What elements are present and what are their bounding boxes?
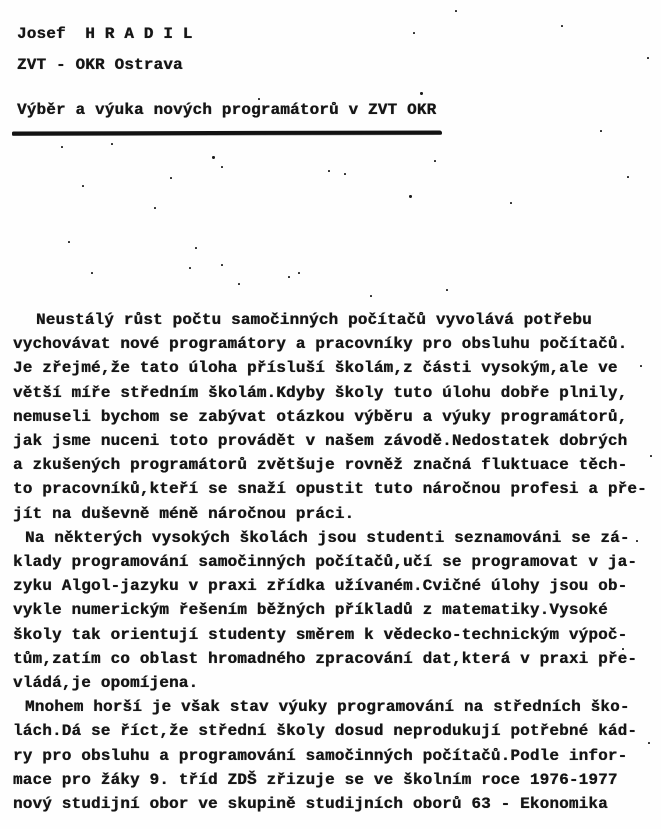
scan-speck [298, 272, 300, 274]
scan-speck [170, 177, 172, 179]
scan-speck [600, 130, 602, 132]
document-title: Výběr a výuka nových programátorů v ZVT OKR [17, 101, 437, 119]
text-line: Neustálý růst počtu samočinných počítačů vyvolává potřebu [36, 311, 592, 329]
scan-speck [288, 276, 290, 278]
paragraph-3 [13, 695, 661, 816]
scan-speck [627, 176, 629, 178]
text-line: zyku Algol-jazyku v praxi zřídka užívaném.Cvičné úlohy jsou ob- [13, 577, 628, 596]
scan-speck [561, 25, 563, 27]
scan-speck [648, 742, 650, 744]
text-line: nemuseli bychom se zabývat otázkou výběru a výuky programátorů, [13, 407, 628, 426]
scan-speck [68, 241, 70, 243]
scan-speck [328, 170, 330, 172]
scan-speck [154, 207, 156, 209]
scan-speck [640, 365, 642, 367]
text-line: školy tak orientují studenty směrem k vědecko-technickým výpoč- [13, 625, 628, 644]
scan-speck [636, 540, 638, 542]
paragraph-2 [13, 526, 661, 695]
scan-speck [370, 295, 372, 297]
affiliation-line: ZVT - OKR Ostrava [17, 56, 183, 74]
text-line: mace pro žáky 9. tříd ZDŠ zřizuje se ve školním roce 1976-1977 [13, 770, 618, 789]
scan-speck [434, 160, 436, 162]
text-line: vládá,je opomíjena. [13, 674, 199, 693]
scan-speck [189, 267, 191, 269]
text-line: větší míře středním školám.Kdyby školy tuto úlohu dobře plnily, [13, 383, 628, 402]
scan-speck [622, 648, 624, 650]
text-line: to pracovníků,kteří se snaží opustit tuto náročnou profesi a pře- [13, 480, 647, 499]
scan-speck [420, 92, 423, 95]
document-body [13, 308, 661, 816]
scan-speck [455, 10, 457, 12]
scan-speck [111, 143, 113, 145]
text-line: ry pro obsluhu a programování samočinných počítačů.Podle infor- [13, 746, 628, 765]
scan-speck [238, 283, 240, 285]
scan-speck [446, 289, 448, 291]
scan-speck [221, 264, 223, 266]
scan-speck [344, 173, 346, 175]
text-line: a zkušených programátorů zvětšuje rovněž značná fluktuace těch- [13, 456, 628, 475]
text-line: Mnohem horší je však stav výuky programování na středních ško- [25, 698, 630, 717]
text-line: vykle numerickým řešením běžných příkladů z matematiky.Vysoké [13, 601, 608, 620]
title-underline [12, 130, 442, 135]
scan-speck [258, 98, 260, 100]
scan-speck [510, 202, 512, 204]
scan-speck [409, 195, 412, 198]
text-line: lách.Dá se říct,že střední školy dosud neprodukují potřebné kád- [13, 722, 638, 741]
text-line: tům,zatím co oblast hromadného zpracování dat,která v praxi pře- [13, 649, 638, 668]
author-line: Josef H R A D I L [17, 25, 193, 43]
text-line: klady programování samočinných počítačů,učí se programovat v ja- [13, 553, 638, 572]
text-line: nový studijní obor ve skupině studijních oborů 63 - Ekonomika [13, 795, 608, 814]
text-line: jak jsme nuceni toto provádět v našem závodě.Nedostatek dobrých [13, 432, 628, 451]
text-line: Na některých vysokých školách jsou studenti seznamováni se zá- [25, 528, 630, 547]
scan-speck [650, 455, 652, 457]
scan-speck [221, 166, 223, 168]
text-line: vychovávat nové programátory a pracovníky pro obsluhu počítačů. [13, 335, 628, 354]
paragraph-1 [13, 308, 661, 526]
scan-speck [91, 272, 93, 274]
scan-speck [413, 32, 415, 34]
scan-speck [61, 146, 63, 148]
text-line: jít na duševně méně náročnou práci. [13, 504, 355, 523]
scan-speck [647, 57, 649, 59]
scan-speck [82, 185, 84, 187]
text-line: Je zřejmé,že tato úloha přísluší školám,z části vysokým,ale ve [13, 359, 618, 378]
scan-speck [195, 247, 197, 249]
scan-speck [212, 156, 215, 159]
